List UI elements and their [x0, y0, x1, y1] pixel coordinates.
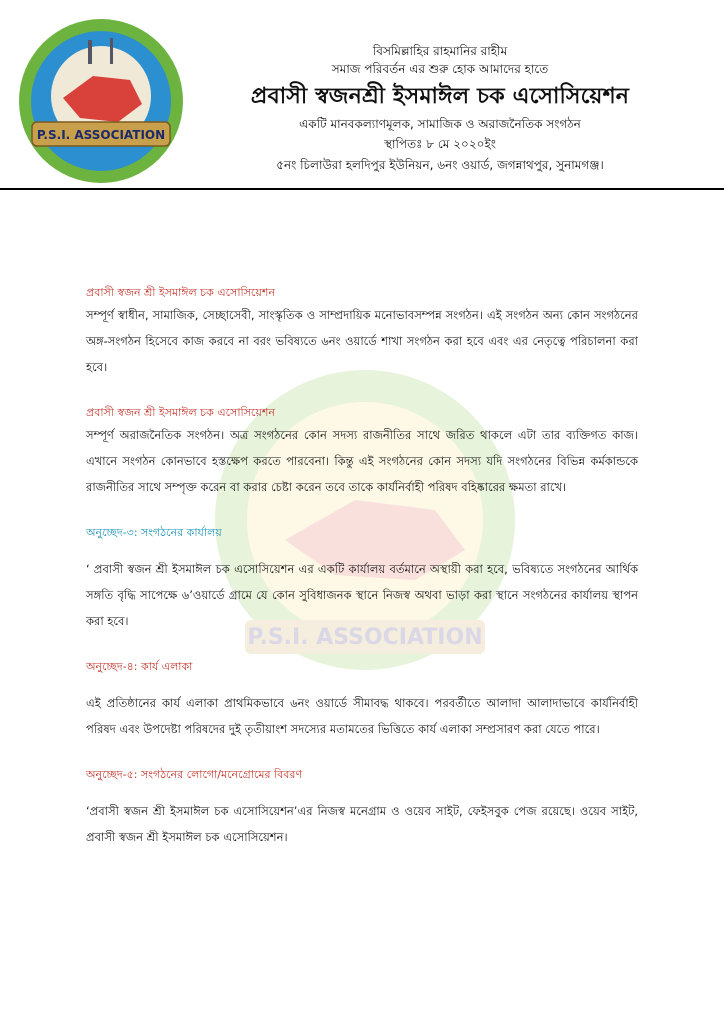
section-paragraph: ‘ প্রবাসী স্বজন শ্রী ইসমাঈল চক এসোসিয়েশন এর একটি কার্যালয় বর্তমানে অস্থায়ী করা হবে, ভবিষ্যতে সংগঠনের আর্থিক সঙ্গতি বৃদ্ধি সাপেক্ষে ৬’ওয়ার্ডে গ্রামে যে কোন সুবিধাজনক স্থানে নিজস্ব অথবা ভাড়া করা স্থানে সংগঠনের কার্যালয় স্থাপন করা হবে। [86, 562, 638, 628]
section-paragraph: সম্পূর্ণ অরাজনৈতিক সংগঠন। অত্র সংগঠনের কোন সদস্য রাজনীতির সাথে জরিত থাকলে এটা তার ব্যক্তিগত কাজ। এখানে সংগঠন কোনভাবে হস্তক্ষেপ করতে পারবেনা। কিন্তু এই সংগঠনের কোন সদস্য যদি সংগঠনের বিভিন্ন কর্মকান্ডকে রাজনীতির সাথে সম্পৃক্ত করেন বা করার চেষ্টা করেন তবে তাকে কার্যনির্বাহী পরিষদ বহিষ্কারের ক্ষমতা রাখে। [86, 428, 638, 494]
section-heading: প্রবাসী স্বজন শ্রী ইসমাঈল চক এসোসিয়েশন [86, 406, 275, 419]
organization-description: একটি মানবকল্যাণমূলক, সামাজিক ও অরাজনৈতিক সংগঠন [299, 117, 581, 131]
section-paragraph: ‘প্রবাসী স্বজন শ্রী ইসমাঈল চক এসোসিয়েশন’এর নিজস্ব মনেগ্রাম ও ওয়েব সাইট, ফেইসবুক পেজ রয়েছে। ওয়েব সাইট, প্রবাসী স্বজন শ্রী ইসমাঈল চক এসোসিয়েশন। [86, 804, 638, 844]
section-paragraph: এই প্রতিষ্ঠানের কার্য এলাকা প্রাথমিকভাবে ৬নং ওয়ার্ডে সীমাবদ্ধ থাকবে। পরবর্তীতে আলাদা আলাদাভাবে কার্যনির্বাহী পরিষদ এবং উপদেষ্টা পরিষদের দুই তৃতীয়াংশ সদস্যের মতামতের ভিত্তিতে কার্য এলাকা সম্প্রসারণ করা যেতে পারে। [86, 696, 638, 736]
section-heading: অনুচ্ছেদ-৫: সংগঠনের লোগো/মনেগ্রোমের বিবরণ [86, 768, 303, 781]
letterhead [0, 0, 724, 190]
logo-badge-text: P.S.I. ASSOCIATION [36, 128, 166, 142]
address-line: ৫নং চিলাউরা হলদিপুর ইউনিয়ন, ৬নং ওয়ার্ড, জগন্নাথপুর, সুনামগঞ্জ। [276, 158, 604, 172]
section-heading: প্রবাসী স্বজন শ্রী ইসমাঈল চক এসোসিয়েশন [86, 286, 275, 299]
slogan-line: সমাজ পরিবর্তন এর শুরু হোক আমাদের হাতে [331, 62, 549, 76]
bismillah-line: বিসমিল্লাহির রাহমানির রাহীম [372, 44, 508, 58]
established-date: স্থাপিতঃ ৮ মে ২০২০ইং [384, 137, 496, 151]
letterhead-divider [0, 188, 724, 190]
section-paragraph: সম্পূর্ণ স্বাধীন, সামাজিক, সেচ্ছাসেবী, সাংস্কৃতিক ও সাম্প্রদায়িক মনোভাবসম্পন্ন সংগঠন। এই সংগঠন অন্য কোন সংগঠনের অঙ্গ-সংগঠন হিসেবে কাজ করবে না বরং ভবিষ্যতে ৬নং ওয়ার্ডে শাখা সংগঠন করা হবে এবং এর নেতৃত্বে পরিচালনা করা হবে। [86, 308, 638, 374]
section-heading: অনুচ্ছেদ-৩: সংগঠনের কার্যালয় [86, 526, 222, 539]
globe-logo-icon [18, 18, 184, 184]
organization-name: প্রবাসী স্বজনশ্রী ইসমাঈল চক এসোসিয়েশন [250, 84, 630, 109]
letterhead-text [190, 42, 690, 176]
watermark-text: P.S.I. ASSOCIATION [247, 625, 483, 650]
section-heading: অনুচ্ছেদ-৪: কার্য এলাকা [86, 660, 193, 673]
document-body [86, 284, 638, 850]
